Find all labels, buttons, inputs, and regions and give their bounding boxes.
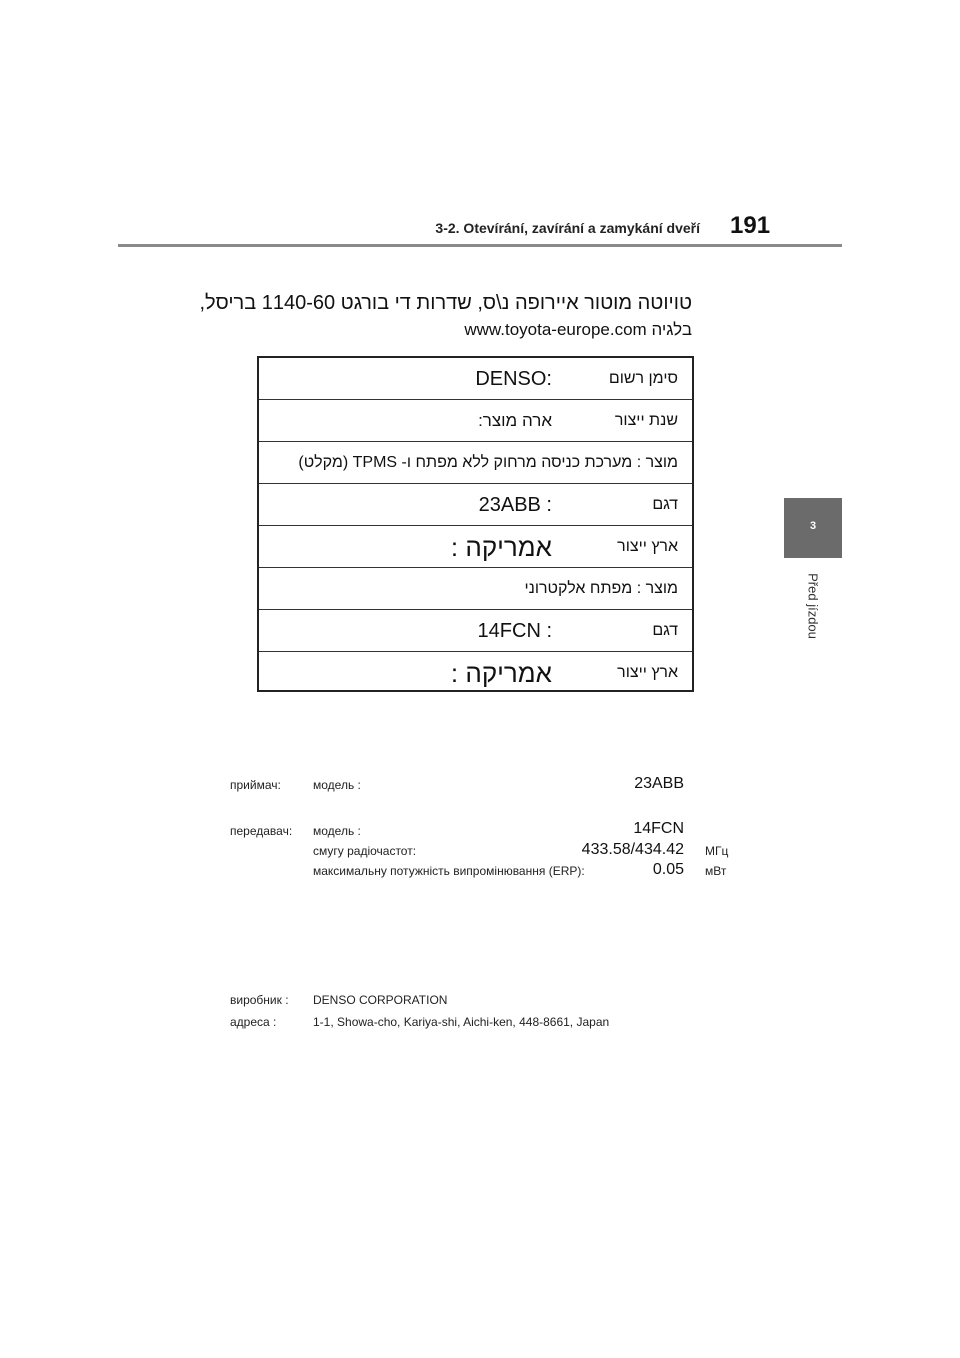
transmitter-model-value: 14FCN: [633, 820, 684, 837]
manufacturer-value: DENSO CORPORATION: [313, 993, 448, 1007]
row-value: ארה מוצר:: [478, 411, 552, 430]
row-value: 14FCN :: [477, 620, 552, 642]
table-row: [259, 400, 692, 442]
hebrew-intro-line-2: בלגיה www.toyota-europe.com: [464, 320, 692, 339]
table-row: [259, 484, 692, 526]
table-row: [259, 652, 692, 694]
row-value: DENSO:: [475, 368, 552, 390]
row-key: סימן רשום: [608, 370, 678, 387]
row-value: 23ABB :: [478, 494, 552, 516]
chapter-number: 3: [809, 520, 817, 532]
row-full-text: מוצר : מערכת כניסה מרחוק ללא מפתח ו- TPMS (מקלט): [298, 454, 678, 471]
receiver-model-value: 23ABB: [634, 775, 684, 792]
band-label: смугу радіочастот:: [313, 844, 417, 858]
hebrew-label-table: [257, 356, 694, 692]
receiver-model-label: модель :: [313, 778, 361, 792]
row-value: אמריקה :: [450, 658, 552, 688]
page-number: 191: [730, 212, 771, 239]
table-row: [259, 568, 692, 610]
row-key: ארץ ייצור: [617, 538, 678, 555]
power-value: 0.05: [652, 861, 684, 878]
row-key: שנת ייצור: [614, 412, 678, 429]
section-title: 3-2. Otevírání, zavírání a zamykání dveří: [435, 220, 700, 236]
chapter-label: Před jízdou: [805, 573, 821, 639]
power-label: максимальну потужність випромінювання (ERP):: [313, 864, 585, 878]
row-key: דגם: [652, 622, 678, 639]
row-full-text: מוצר : מפתח אלקטרוני: [524, 580, 678, 597]
chapter-tab: [784, 498, 842, 558]
transmitter-label: передавач:: [230, 824, 293, 838]
table-row: [259, 610, 692, 652]
hebrew-intro-line-1: טויוטה מוטור איירופה נ\ס, שדרות די בורגט 1140-60 בריסל,: [199, 292, 692, 314]
row-key: דגם: [652, 496, 678, 513]
band-unit: МГц: [705, 844, 729, 858]
receiver-label: приймач:: [230, 778, 281, 792]
power-unit: мВт: [705, 864, 727, 878]
manufacturer-label: виробник :: [230, 993, 289, 1007]
address-value: 1-1, Showa-cho, Kariya-shi, Aichi-ken, 448-8661, Japan: [313, 1015, 610, 1029]
table-row: [259, 526, 692, 568]
row-key: ארץ ייצור: [617, 664, 678, 681]
row-value: אמריקה :: [450, 532, 552, 562]
transmitter-model-label: модель :: [313, 824, 361, 838]
table-row: [259, 358, 692, 400]
table-row: [259, 442, 692, 484]
header-divider: [118, 244, 842, 247]
band-value: 433.58/434.42: [581, 841, 684, 858]
address-label: адреса :: [230, 1015, 277, 1029]
